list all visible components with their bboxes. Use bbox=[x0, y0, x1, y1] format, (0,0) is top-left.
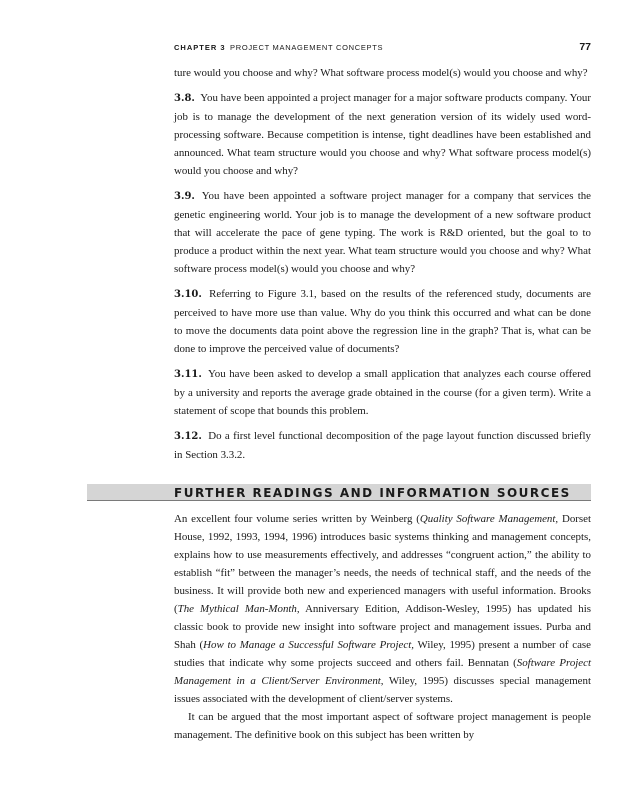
chapter-label: CHAPTER 3 bbox=[174, 43, 226, 52]
readings-text: Anniversary Edition, Addison-Wesley, 1995) has updated his classic book to provide new insight into software project and management issues. Purba and Shah ( bbox=[174, 603, 592, 651]
readings-text: Dorset House, 1992, 1993, 1994, 1996) introduces basic systems thinking and management concepts, explains how to use measurements effectively, and addresses “congruent action,” the ability to establish “fit” between the manager’s needs, the needs of technical staff, and the needs of the business. It will provide both new and experienced managers with useful information. Brooks ( bbox=[174, 513, 591, 615]
problem-3-8 bbox=[174, 89, 591, 180]
page-number: 77 bbox=[579, 41, 591, 53]
readings-text: Wiley, 1995) present a number of case studies that indicate why some projects succeed and others fail. Bennatan ( bbox=[174, 639, 591, 669]
problem-text: You have been appointed a software project manager for a company that services the genetic engineering world. Your job is to manage the development of a new software product that will accelerate the pace of gene typing. The work is R&D oriented, but the goal to to produce a product within the next year. What team structure would you choose and why? What software process model(s) would you choose and why? bbox=[174, 190, 591, 275]
further-readings bbox=[174, 510, 591, 744]
problem-continuation bbox=[174, 64, 591, 82]
problem-text: You have been asked to develop a small application that analyzes each course offered by a university and reports the average grade obtained in the course (for a given term). Write a statement of scope that bounds this problem. bbox=[174, 368, 591, 417]
problem-text: You have been appointed a project manager for a major software products company. Your job is to manage the development of the next generation version of its widely used word-processing software. Because competition is intense, tight deadlines have been established and announced. What team structure would you choose and why? What software process model(s) would you choose and why? bbox=[174, 92, 591, 177]
problem-3-12 bbox=[174, 427, 591, 464]
problem-3-10 bbox=[174, 285, 591, 358]
running-head bbox=[174, 42, 591, 56]
book-title: Quality Software Management, bbox=[419, 513, 559, 525]
problem-3-11 bbox=[174, 365, 591, 420]
problem-number: 3.9. bbox=[174, 191, 195, 202]
book-title: Software Project Management in a Client/Server Environment, bbox=[174, 657, 591, 687]
book-title: The Mythical Man-Month, bbox=[177, 603, 300, 615]
problem-text: Referring to Figure 3.1, based on the results of the referenced study, documents are perceived to have more use than value. Why do you think this occurred and what can be done to move the documents data point above the regression line in the graph? That is, what can be done to improve the perceived value of documents? bbox=[174, 288, 591, 355]
problem-number: 3.10. bbox=[174, 289, 202, 300]
readings-paragraph bbox=[174, 510, 591, 708]
problems-list bbox=[174, 64, 591, 471]
book-title: How to Manage a Successful Software Project, bbox=[203, 639, 414, 651]
readings-text: Wiley, 1995) discusses special management issues associated with the development of client/server systems. bbox=[174, 675, 591, 705]
problem-number: 3.12. bbox=[174, 431, 202, 442]
readings-text: An excellent four volume series written by Weinberg ( bbox=[174, 513, 420, 525]
chapter-title: PROJECT MANAGEMENT CONCEPTS bbox=[230, 43, 384, 52]
problem-text: ture would you choose and why? What software process model(s) would you choose and why? bbox=[174, 67, 588, 79]
problem-number: 3.8. bbox=[174, 93, 195, 104]
problem-3-9 bbox=[174, 187, 591, 278]
readings-paragraph-2: It can be argued that the most important aspect of software project management is people management. The definitive book on this subject has been written by bbox=[174, 711, 591, 741]
problem-text: Do a first level functional decomposition of the page layout function discussed briefly in Section 3.3.2. bbox=[174, 430, 591, 461]
section-heading: FURTHER READINGS AND INFORMATION SOURCES bbox=[174, 486, 571, 500]
problem-number: 3.11. bbox=[174, 369, 202, 380]
